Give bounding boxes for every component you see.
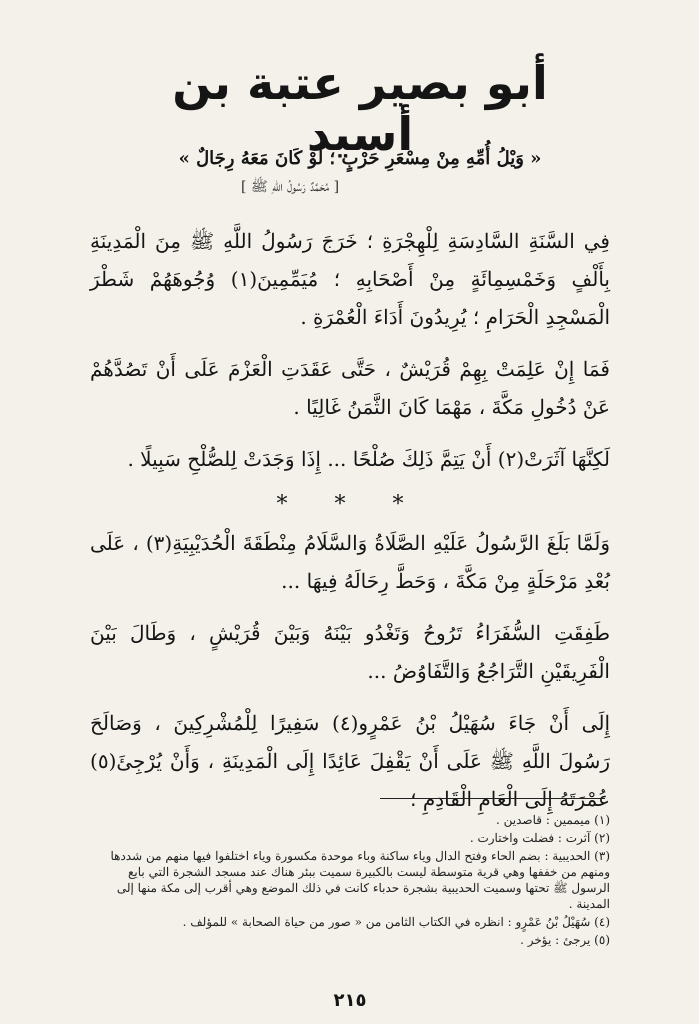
footnote: (١) ميممين : قاصدين . (496, 813, 610, 827)
epigraph-quote: « وَيْلُ أُمِّهِ مِنْ مِسْعَرِ حَرْبٍ ؛ لَوْ كَانَ مَعَهُ رِجَالٌ » (178, 148, 542, 169)
body-text (90, 222, 610, 832)
paragraph: فَمَا إِنْ عَلِمَتْ بِهِمْ قُرَيْشٌ ، حَتَّى عَقَدَتِ الْعَزْمَ عَلَى أَنْ تَصُدَّهُمْ عَنْ دُخُولِ مَكَّةَ ، مَهْمَا كَانَ الثَّمَنُ غَالِيًا . (90, 357, 610, 419)
footnote-rule (380, 798, 605, 799)
paragraph: فِي السَّنَةِ السَّادِسَةِ لِلْهِجْرَةِ ؛ خَرَجَ رَسُولُ اللَّهِ ﷺ مِنَ الْمَدِينَةِ بِأَلْفٍ وَخَمْسِمِائَةٍ مِنْ أَصْحَابِهِ ؛ مُيَمِّمِينَ(١) وُجُوهَهُمْ شَطْرَ الْمَسْجِدِ الْحَرَامِ ؛ يُرِيدُونَ أَدَاءَ الْعُمْرَةِ . (90, 229, 610, 329)
chapter-title: أبو بصير عتبة بن أسيد (172, 56, 548, 161)
footnote: (٣) الحديبية : بضم الحاء وفتح الدال وياء ساكنة وباء موحدة مكسورة وياء اختلفوا فيها منهم من شددها ومنهم من خففها وهي قرية متوسطة ليست بالكبيرة سميت ببئر هناك عند مسجد الشجرة التي بايع الرسول ﷺ تحتها وسميت الحديبية بشجرة حدباء كانت في ذلك الموضع وهي أقرب إلى مكة منها إلى المدينة . (110, 849, 610, 911)
footnote: (٢) آثرت : فضلت واختارت . (469, 831, 610, 845)
footnotes (90, 812, 610, 950)
paragraph: لَكِنَّهَا آثَرَتْ(٢) أَنْ يَتِمَّ ذَلِكَ صُلْحًا ... إِذَا وَجَدَتْ لِلصُّلْحِ سَبِيلًا . (127, 447, 610, 471)
quote-attribution: [ مُحَمَّدٌ رَسُولُ اللهِ ﷺ ] (240, 179, 340, 195)
paragraph: طَفِقَتِ السُّفَرَاءُ تَرُوحُ وَتَغْدُو بَيْنَهُ وَبَيْنَ قُرَيْشٍ ، وَطَالَ بَيْنَ الْفَرِيقَيْنِ التَّرَاجُعُ وَالتَّفَاوُضُ ... (90, 621, 610, 683)
footnote: (٤) سُهَيْلُ بْنُ عَمْرٍو : انظره في الكتاب الثامن من « صور من حياة الصحابة » للمؤلف . (182, 915, 610, 929)
page-number: ٢١٥ (333, 990, 367, 1011)
section-divider: * * * (276, 492, 424, 517)
footnote: (٥) يرجئ : يؤخر . (520, 933, 610, 947)
paragraph: وَلَمَّا بَلَغَ الرَّسُولُ عَلَيْهِ الصَّلَاةُ وَالسَّلَامُ مِنْطَقَةَ الْحُدَيْبِيَةِ(٣) ، عَلَى بُعْدِ مَرْحَلَةٍ مِنْ مَكَّةَ ، وَحَطَّ رِحَالَهُ فِيهَا ... (90, 531, 610, 593)
paragraph: إِلَى أَنْ جَاءَ سُهَيْلُ بْنُ عَمْرٍو(٤) سَفِيرًا لِلْمُشْرِكِينَ ، وَصَالَحَ رَسُولَ اللَّهِ ﷺ عَلَى أَنْ يَقْفِلَ عَائِدًا إِلَى الْمَدِينَةِ ، وَأَنْ يُرْجِئَ(٥) عُمْرَتَهُ إِلَى الْعَامِ الْقَادِمِ ؛ (90, 711, 610, 811)
